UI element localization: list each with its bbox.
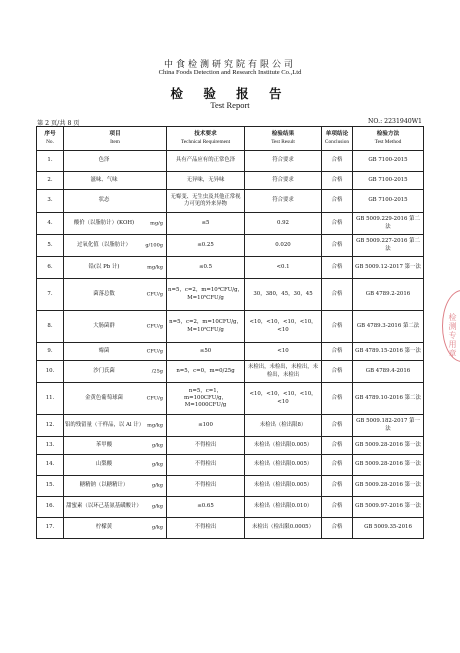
item-unit: mg/kg — [147, 264, 163, 271]
item-cell — [64, 235, 167, 257]
item-cell — [64, 190, 167, 213]
table-row — [37, 151, 424, 172]
method-cell: GB 5009.28-2016 第一法 — [353, 455, 424, 476]
item-name: 霉菌 — [98, 347, 110, 354]
column-header: 检验结果 Test Result — [245, 127, 322, 151]
requirement-cell: 不得检出 — [167, 476, 245, 497]
item-name: 山梨酸 — [95, 461, 113, 468]
inspection-stamp — [442, 290, 460, 362]
row-number-cell: 5. — [37, 235, 64, 257]
conclusion-cell: 合格 — [322, 279, 353, 311]
requirement-cell: 不得检出 — [167, 437, 245, 455]
item-unit: CFU/g — [146, 395, 163, 402]
item-cell — [64, 257, 167, 279]
requirement-cell: ≤0.65 — [167, 497, 245, 518]
result-cell: 符合要求 — [245, 172, 322, 190]
requirement-cell: 无霉变、无生虫及其他正常视力可见的外来异物 — [167, 190, 245, 213]
method-cell: GB 5009.28-2016 第一法 — [353, 476, 424, 497]
row-number-cell: 15. — [37, 476, 64, 497]
row-number-cell: 10. — [37, 361, 64, 383]
test-results-table — [36, 126, 424, 539]
item-name: 色泽 — [98, 157, 110, 164]
item-name: 金黄色葡萄球菌 — [85, 394, 123, 401]
organization-name-cn: 中食检测研究院有限公司 — [163, 60, 296, 70]
table-row — [37, 415, 424, 437]
item-name: 状态 — [98, 197, 110, 204]
requirement-cell: ≤0.5 — [167, 257, 245, 279]
table-row — [37, 213, 424, 235]
requirement-cell: 不得检出 — [167, 455, 245, 476]
table-row — [37, 383, 424, 415]
item-unit: g/kg — [151, 503, 163, 510]
column-header: 单项结论 Conclusion — [322, 127, 353, 151]
item-cell — [64, 476, 167, 497]
item-unit: g/100g — [145, 242, 163, 249]
item-name: 大肠菌群 — [93, 322, 115, 329]
column-header: 项目 Item — [64, 127, 167, 151]
report-title-cn: 检 验 报 告 — [170, 86, 290, 101]
requirement-cell: n=5，c=0，m=0/25g — [167, 361, 245, 383]
item-cell — [64, 343, 167, 361]
item-cell — [64, 383, 167, 415]
table-row — [37, 190, 424, 213]
method-cell: GB 5009.97-2016 第一法 — [353, 497, 424, 518]
table-row — [37, 279, 424, 311]
table-row — [37, 361, 424, 383]
result-cell: 未检出（检出限8） — [245, 415, 322, 437]
conclusion-cell: 合格 — [322, 213, 353, 235]
result-cell: 30，380，45，30，45 — [245, 279, 322, 311]
method-cell: GB 4789.15-2016 第一法 — [353, 343, 424, 361]
result-cell: 未检出（检出限0.005） — [245, 476, 322, 497]
method-cell: GB 4789.10-2016 第二法 — [353, 383, 424, 415]
result-cell: 未检出（检出限0.005） — [245, 455, 322, 476]
report-title-en: Test Report — [210, 100, 250, 110]
item-cell — [64, 279, 167, 311]
item-unit: g/kg — [151, 524, 163, 531]
conclusion-cell: 合格 — [322, 190, 353, 213]
item-unit: g/kg — [151, 461, 163, 468]
item-cell — [64, 311, 167, 343]
column-header: 技术要求 Technical Requirement — [167, 127, 245, 151]
conclusion-cell: 合格 — [322, 437, 353, 455]
item-name: 沙门氏菌 — [93, 367, 115, 374]
conclusion-cell: 合格 — [322, 383, 353, 415]
method-cell: GB 4789.4-2016 — [353, 361, 424, 383]
item-cell — [64, 361, 167, 383]
row-number-cell: 16. — [37, 497, 64, 518]
row-number-cell: 9. — [37, 343, 64, 361]
result-cell: 未检出，未检出，未检出，未检出，未检出 — [245, 361, 322, 383]
table-row — [37, 497, 424, 518]
table-row — [37, 343, 424, 361]
result-cell: <0.1 — [245, 257, 322, 279]
row-number-cell: 7. — [37, 279, 64, 311]
row-number-cell: 1. — [37, 151, 64, 172]
conclusion-cell: 合格 — [322, 172, 353, 190]
conclusion-cell: 合格 — [322, 235, 353, 257]
item-name: 酸价（以脂肪计）(KOH) — [73, 219, 135, 226]
result-cell: 0.92 — [245, 213, 322, 235]
row-number-cell: 13. — [37, 437, 64, 455]
item-name: 铅(以 Pb 计) — [88, 263, 120, 270]
requirement-cell: n=5，c=2，m=10CFU/g，M=10²CFU/g — [167, 311, 245, 343]
item-unit: g/kg — [151, 482, 163, 489]
row-number-cell: 14. — [37, 455, 64, 476]
method-cell: GB 5009.182-2017 第一法 — [353, 415, 424, 437]
row-number-cell: 12. — [37, 415, 64, 437]
item-name: 铝的残留量（干样品，以 Al 计） — [65, 421, 145, 428]
requirement-cell: 具有产品应有的正常色泽 — [167, 151, 245, 172]
result-cell: 符合要求 — [245, 151, 322, 172]
requirement-cell: 不得检出 — [167, 518, 245, 539]
item-unit: mg/g — [150, 220, 163, 227]
table-row — [37, 311, 424, 343]
row-number-cell: 3. — [37, 190, 64, 213]
row-number-cell: 6. — [37, 257, 64, 279]
item-name: 糖精钠（以糖精计） — [79, 482, 129, 489]
item-name: 甜蜜素（以环己基氨基磺酸计） — [66, 503, 142, 510]
method-cell: GB 5009.229-2016 第二法 — [353, 213, 424, 235]
item-unit: g/kg — [151, 442, 163, 449]
conclusion-cell: 合格 — [322, 518, 353, 539]
table-row — [37, 172, 424, 190]
table-header-row — [37, 127, 424, 151]
item-unit: CFU/g — [146, 323, 163, 330]
method-cell: GB 7100-2015 — [353, 190, 424, 213]
method-cell: GB 4789.2-2016 — [353, 279, 424, 311]
item-unit: /25g — [151, 368, 163, 375]
item-name: 菌落总数 — [93, 290, 115, 297]
item-name: 滋味、气味 — [90, 176, 118, 183]
conclusion-cell: 合格 — [322, 151, 353, 172]
conclusion-cell: 合格 — [322, 476, 353, 497]
row-number-cell: 8. — [37, 311, 64, 343]
item-unit: mg/kg — [147, 422, 163, 429]
row-number-cell: 17. — [37, 518, 64, 539]
requirement-cell: 无异味，无异味 — [167, 172, 245, 190]
item-cell — [64, 415, 167, 437]
item-name: 过氧化值（以脂肪计） — [77, 241, 131, 248]
method-cell: GB 5009.35-2016 — [353, 518, 424, 539]
conclusion-cell: 合格 — [322, 311, 353, 343]
requirement-cell: ≤50 — [167, 343, 245, 361]
requirement-cell: ≤5 — [167, 213, 245, 235]
result-cell: 未检出（检出限0.010） — [245, 497, 322, 518]
requirement-cell: ≤0.25 — [167, 235, 245, 257]
item-unit: CFU/g — [146, 348, 163, 355]
item-unit: CFU/g — [146, 291, 163, 298]
item-cell — [64, 437, 167, 455]
report-number: NO.: 2231940W1 — [368, 118, 422, 125]
table-row — [37, 518, 424, 539]
method-cell: GB 5009.12-2017 第一法 — [353, 257, 424, 279]
item-cell — [64, 172, 167, 190]
result-cell: 未检出（检出限0.0005） — [245, 518, 322, 539]
item-cell — [64, 455, 167, 476]
method-cell: GB 5009.28-2016 第一法 — [353, 437, 424, 455]
row-number-cell: 4. — [37, 213, 64, 235]
conclusion-cell: 合格 — [322, 343, 353, 361]
result-cell: 符合要求 — [245, 190, 322, 213]
result-cell: 0.020 — [245, 235, 322, 257]
table-row — [37, 257, 424, 279]
column-header: 检验方法 Test Method — [353, 127, 424, 151]
item-name: 柠檬黄 — [95, 524, 113, 531]
conclusion-cell: 合格 — [322, 361, 353, 383]
table-row — [37, 437, 424, 455]
stamp-text: 检测专用章 — [448, 313, 457, 358]
row-number-cell: 11. — [37, 383, 64, 415]
table-row — [37, 235, 424, 257]
item-cell — [64, 497, 167, 518]
result-cell: <10，<10，<10，<10，<10 — [245, 383, 322, 415]
page-indicator: 第 2 页/共 8 页 — [37, 120, 80, 127]
method-cell: GB 5009.227-2016 第二法 — [353, 235, 424, 257]
organization-name-en: China Foods Detection and Research Institute Co.,Ltd — [158, 69, 302, 76]
conclusion-cell: 合格 — [322, 257, 353, 279]
method-cell: GB 7100-2015 — [353, 172, 424, 190]
item-cell — [64, 213, 167, 235]
item-cell — [64, 151, 167, 172]
row-number-cell: 2. — [37, 172, 64, 190]
table-row — [37, 476, 424, 497]
requirement-cell: n=5，c=2，m=10⁴CFU/g，M=10⁵CFU/g — [167, 279, 245, 311]
conclusion-cell: 合格 — [322, 497, 353, 518]
result-cell: 未检出（检出限0.005） — [245, 437, 322, 455]
conclusion-cell: 合格 — [322, 455, 353, 476]
table-row — [37, 455, 424, 476]
requirement-cell: ≤100 — [167, 415, 245, 437]
result-cell: <10 — [245, 343, 322, 361]
method-cell: GB 7100-2015 — [353, 151, 424, 172]
requirement-cell: n=5，c=1，m=100CFU/g，M=1000CFU/g — [167, 383, 245, 415]
result-cell: <10，<10，<10，<10，<10 — [245, 311, 322, 343]
column-header: 序号 No. — [37, 127, 64, 151]
item-name: 苯甲酸 — [95, 441, 113, 448]
conclusion-cell: 合格 — [322, 415, 353, 437]
item-cell — [64, 518, 167, 539]
method-cell: GB 4789.3-2016 第二法 — [353, 311, 424, 343]
